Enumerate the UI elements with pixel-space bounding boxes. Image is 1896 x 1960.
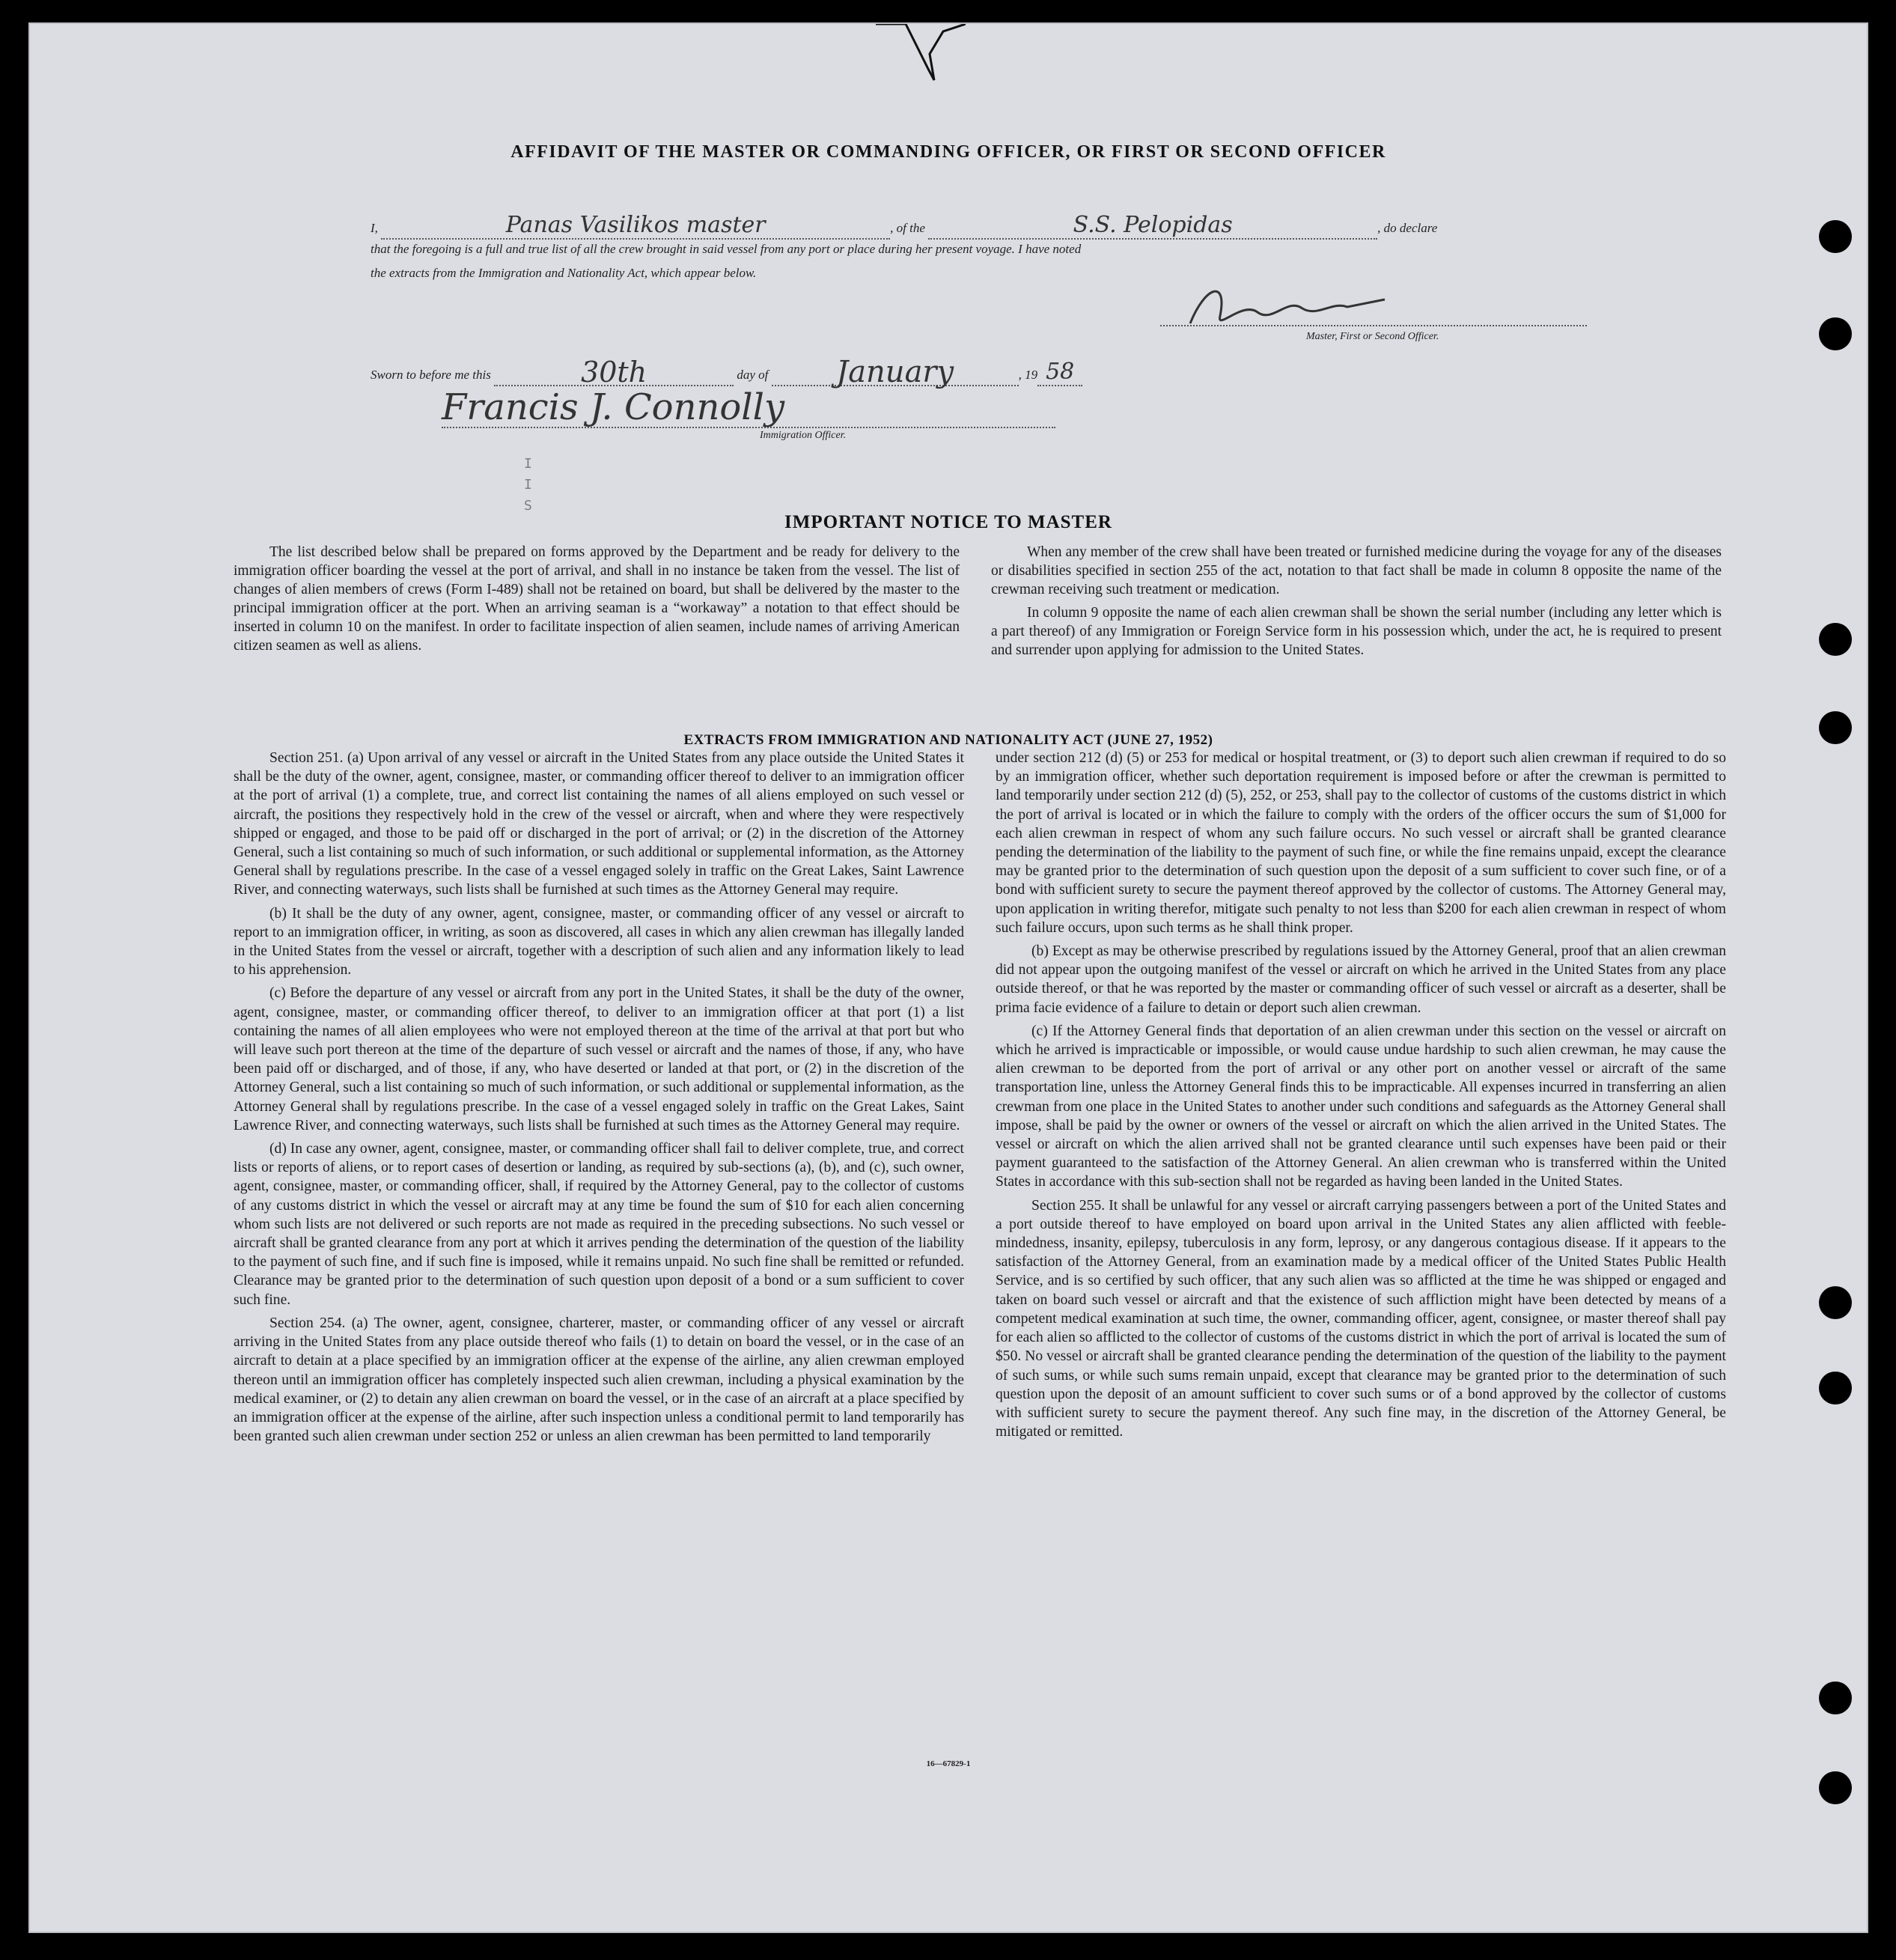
extract-paragraph: (b) Except as may be otherwise prescribed by regulations issued by the Attorney General, proof that an alien crewman did not appear upon the outgoing manifest of the vessel or aircraft on which he arrived in the United States from any place outside thereof, or that he was reported by the master or commanding officer of such vessel or aircraft as a deserter, shall be prima facie evidence of a failure to detain or deport such alien crewman. <box>996 943 1726 1016</box>
extract-paragraph: (c) If the Attorney General finds that deportation of an alien crewman under this section on the vessel or aircraft on which he arrived is impracticable or impossible, or would cause undue hardship to such alien crewman, he may cause the alien crewman to be deported from the port of arrival or any other port on another vessel or aircraft of the same transportation line, unless the Attorney General finds this to be impracticable. All expenses incurred in transferring an alien crewman from one place in the United States to another under such conditions and safeguards as the Attorney General shall impose, shall be paid by the owner or owners of the vessel or aircraft on which the alien arrived in the United States. The vessel or aircraft on which the alien arrived shall not be granted clearance until such expenses have been paid or their payment guaranteed to the satisfaction of the Attorney General. An alien crewman who is transferred within the United States in accordance with this sub-section shall not be regarded as having been landed in the United States. <box>996 1023 1726 1190</box>
master-caption: Master, First or Second Officer. <box>1306 331 1439 342</box>
extract-paragraph: (d) In case any owner, agent, consignee, master, or commanding officer shall fail to deliver complete, true, and correct lists or reports of aliens, or to report cases of desertion or landing, as required by sub-sections (a), (b), and (c), such owner, agent, consignee, master, or commanding officer, shall, if required by the Attorney General, pay to the collector of customs of any customs district in which the vessel or aircraft may at any time be found the sum of $10 for each alien concerning whom such lists are not delivered or such reports are not made as required in the preceding subsections. No such vessel or aircraft shall be granted clearance from any port at which it arrives pending the determination of the question of the liability to the payment of such fine, and if such fine is imposed, while it remains unpaid. No such fine shall be remitted or refunded. Clearance may be granted prior to the determination of such question upon deposit of a bond or a sum sufficient to cover such fine. <box>234 1141 964 1308</box>
faint-stamp-marks <box>494 454 532 517</box>
notice-right-paragraph-1: When any member of the crew shall have been treated or furnished medicine during the voyage for any of the diseases or disabilities specified in section 255 of the act, notation to that fact shall be made in column 8 opposite the name of the crewman receiving such treatment or medication. <box>991 544 1722 597</box>
sworn-day-of: day of <box>737 368 769 382</box>
punch-hole <box>1819 1771 1852 1804</box>
sworn-month-field: January <box>772 359 1019 386</box>
stamp-mark: I <box>524 477 532 493</box>
torn-edge <box>876 24 966 84</box>
punch-hole <box>1819 1286 1852 1319</box>
sworn-prefix: Sworn to before me this <box>371 368 491 382</box>
master-signature <box>1175 271 1400 338</box>
punch-hole <box>1819 623 1852 656</box>
sworn-day-field: 30th <box>494 359 734 386</box>
master-signature-line <box>1160 325 1587 328</box>
immigration-officer-signature: Francis J. Connolly <box>442 388 1055 428</box>
punch-hole <box>1819 220 1852 253</box>
sworn-year-prefix: , 19 <box>1018 368 1038 382</box>
extract-paragraph: Section 254. (a) The owner, agent, consignee, charterer, master, or commanding officer of any vessel or aircraft arriving in the United States from any place outside thereof who fails (1) to detain on board the vessel, or in the case of an aircraft to detain at a place specified by an immigration officer at the expense of the airline, any alien crewman employed thereon until an immigration officer has completely inspected such alien crewman, including a physical examination by the medical examiner, or (2) to detain any alien crewman on board the vessel, or in the case of an aircraft at a place specified by an immigration officer at the expense of the airline, after such inspection unless a conditional permit to land temporarily has been granted such alien crewman under section 252 or unless an alien crewman has been permitted to land temporarily <box>234 1315 964 1445</box>
affidavit-prefix: I, <box>371 221 378 235</box>
extracts-left-column <box>234 749 964 1450</box>
punch-hole <box>1819 1681 1852 1714</box>
extract-paragraph: Section 255. It shall be unlawful for any vessel or aircraft carrying passengers between a port of the United States and a port outside thereof to have employed on board upon arrival in the United States any alien afflicted with feeble-mindedness, insanity, epilepsy, tuberculosis in any form, leprosy, or any dangerous contagious disease. If it appears to the satisfaction of the Attorney General, from an examination made by a medical officer of the United States Public Health Service, and is so certified by such officer, that any such alien was so afflicted at the time he was shipped or engaged and taken on board such vessel or aircraft and that the existence of such affliction might have been detected by means of a competent medical examination at such time, the owner, commanding officer, agent, consignee, or master thereof shall pay for each alien so afflicted to the collector of customs of the customs district in which the port of arrival is located the sum of $50. No vessel or aircraft shall be granted clearance pending the determination of the question of the liability to the payment of such sums, or while such sums remain unpaid, except that clearance may be granted prior to the determination of such question upon the deposit of an amount sufficient to cover such sums or of a bond approved by the collector of customs with sufficient surety to secure the payment thereof. Any such fine may, in the discretion of the Attorney General, be mitigated or remitted. <box>996 1197 1726 1440</box>
extract-paragraph: under section 212 (d) (5) or 253 for medical or hospital treatment, or (3) to deport such alien crewman if required to do so by an immigration officer, whether such deportation requirement is imposed before or after the crewman is permitted to land temporarily under section 212 (d) (5), 252, or 253, shall pay to the collector of customs of the customs district in which the port of arrival is located or in which the failure to comply with the orders of the officer occurs the sum of $1,000 for each alien crewman in respect of whom any such failure occurs. No such vessel or aircraft shall be granted clearance pending the determination of the liability to the payment of such fine, or while the fine remains unpaid, except the clearance may be granted prior to the determination of such question upon the deposit of a sum sufficient to cover such fine, or of a bond with sufficient surety to secure the payment thereof approved by the collector of customs. The Attorney General may, upon application in writing therefor, mitigate such penalty to not less than $200 for each alien crewman in respect of whom such failure occurs, upon such terms as he shall think proper. <box>996 750 1726 936</box>
extracts-title: EXTRACTS FROM IMMIGRATION AND NATIONALITY ACT (JUNE 27, 1952) <box>683 732 1213 748</box>
immigration-officer-caption: Immigration Officer. <box>760 430 847 441</box>
affidavit-title: AFFIDAVIT OF THE MASTER OR COMMANDING OFFICER, OR FIRST OR SECOND OFFICER <box>510 142 1386 162</box>
affidavit-declare-label: , do declare <box>1377 221 1438 235</box>
extract-paragraph: (c) Before the departure of any vessel or aircraft from any port in the United States, it shall be the duty of the owner, agent, consignee, master, or commanding officer thereof, to deliver to an immigration officer at that port (1) a list containing the names of all alien employees who were not employed thereon at the time of the arrival at that port but who will leave such port thereon at the time of the departure of such vessel or aircraft and the names of those, if any, who have been paid off or discharged, and of those, if any, who have deserted or landed at that port, or (2) in the discretion of the Attorney General, such a list containing so much of such information, or such additional or supplemental information, as the Attorney General shall by regulations prescribe. In the case of a vessel engaged solely in traffic on the Great Lakes, Saint Lawrence River, and connecting waterways, such lists shall be furnished at such times as the Attorney General may require. <box>234 985 964 1133</box>
affidavit-vessel-label: , of the <box>890 221 925 235</box>
master-name-field: Panas Vasilikos master <box>381 213 890 240</box>
stamp-mark: S <box>524 498 532 514</box>
notice-left-paragraph: The list described below shall be prepared on forms approved by the Department and be ready for delivery to the immigration officer boarding the vessel at the port of arrival, and shall in no instance be taken from the vessel. The list of changes of alien members of crews (Form I-489) shall not be retained on board, but shall be delivered by the master to the principal immigration officer at the port. When an arriving seaman is a “workaway” a notation to that effect should be inserted in column 10 on the manifest. In order to facilitate inspection of alien seamen, include names of arriving American citizen seamen as well as aliens. <box>234 544 960 654</box>
stamp-mark: I <box>524 456 532 472</box>
affidavit-text-line-2: that the foregoing is a full and true list of all the crew brought in said vessel from any port or place during her present voyage. I have noted <box>371 242 1082 256</box>
vessel-name-field: S.S. Pelopidas <box>928 213 1377 240</box>
affidavit-text-line-3: the extracts from the Immigration and Nationality Act, which appear below. <box>371 266 757 280</box>
notice-right-column <box>991 543 1722 664</box>
punch-hole <box>1819 1372 1852 1404</box>
notice-title: IMPORTANT NOTICE TO MASTER <box>784 512 1112 532</box>
notice-left-column <box>234 543 960 660</box>
notice-right-paragraph-2: In column 9 opposite the name of each alien crewman shall be shown the serial number (including any letter which is a part thereof) of any Immigration or Foreign Service form in his possession which, under the act, he is required to present and surrender upon applying for admission to the United States. <box>991 605 1722 658</box>
document-page <box>28 22 1868 1933</box>
affidavit-declaration-line <box>371 213 1583 240</box>
extract-paragraph: (b) It shall be the duty of any owner, agent, consignee, master, or commanding officer of any vessel or aircraft to report to an immigration officer, in writing, as soon as discovered, all cases in which any alien crewman has illegally landed in the United States from the vessel or aircraft, together with a description of such alien and any information likely to lead to his apprehension. <box>234 905 964 979</box>
extract-paragraph: Section 251. (a) Upon arrival of any vessel or aircraft in the United States from any place outside the United States it shall be the duty of the owner, agent, consignee, master, or commanding officer thereof to deliver to an immigration officer at the port of arrival (1) a complete, true, and correct list containing the names of all aliens employed on such vessel or aircraft, the positions they respectively hold in the crew of the vessel or aircraft, when and where they were respectively shipped or engaged, and those to be paid off or discharged in the port of arrival; or (2) in the discretion of the Attorney General, such a list containing so much of such information, or such additional or supplemental information, as the Attorney General shall by regulations prescribe. In the case of a vessel engaged solely in traffic on the Great Lakes, Saint Lawrence River, and connecting waterways, such lists shall be furnished at such times as the Attorney General may require. <box>234 750 964 898</box>
sworn-line <box>371 355 1583 389</box>
punch-hole <box>1819 317 1852 350</box>
extracts-right-column <box>996 749 1726 1446</box>
form-number: 16—67829-1 <box>926 1759 971 1768</box>
sworn-year-field: 58 <box>1037 359 1082 386</box>
